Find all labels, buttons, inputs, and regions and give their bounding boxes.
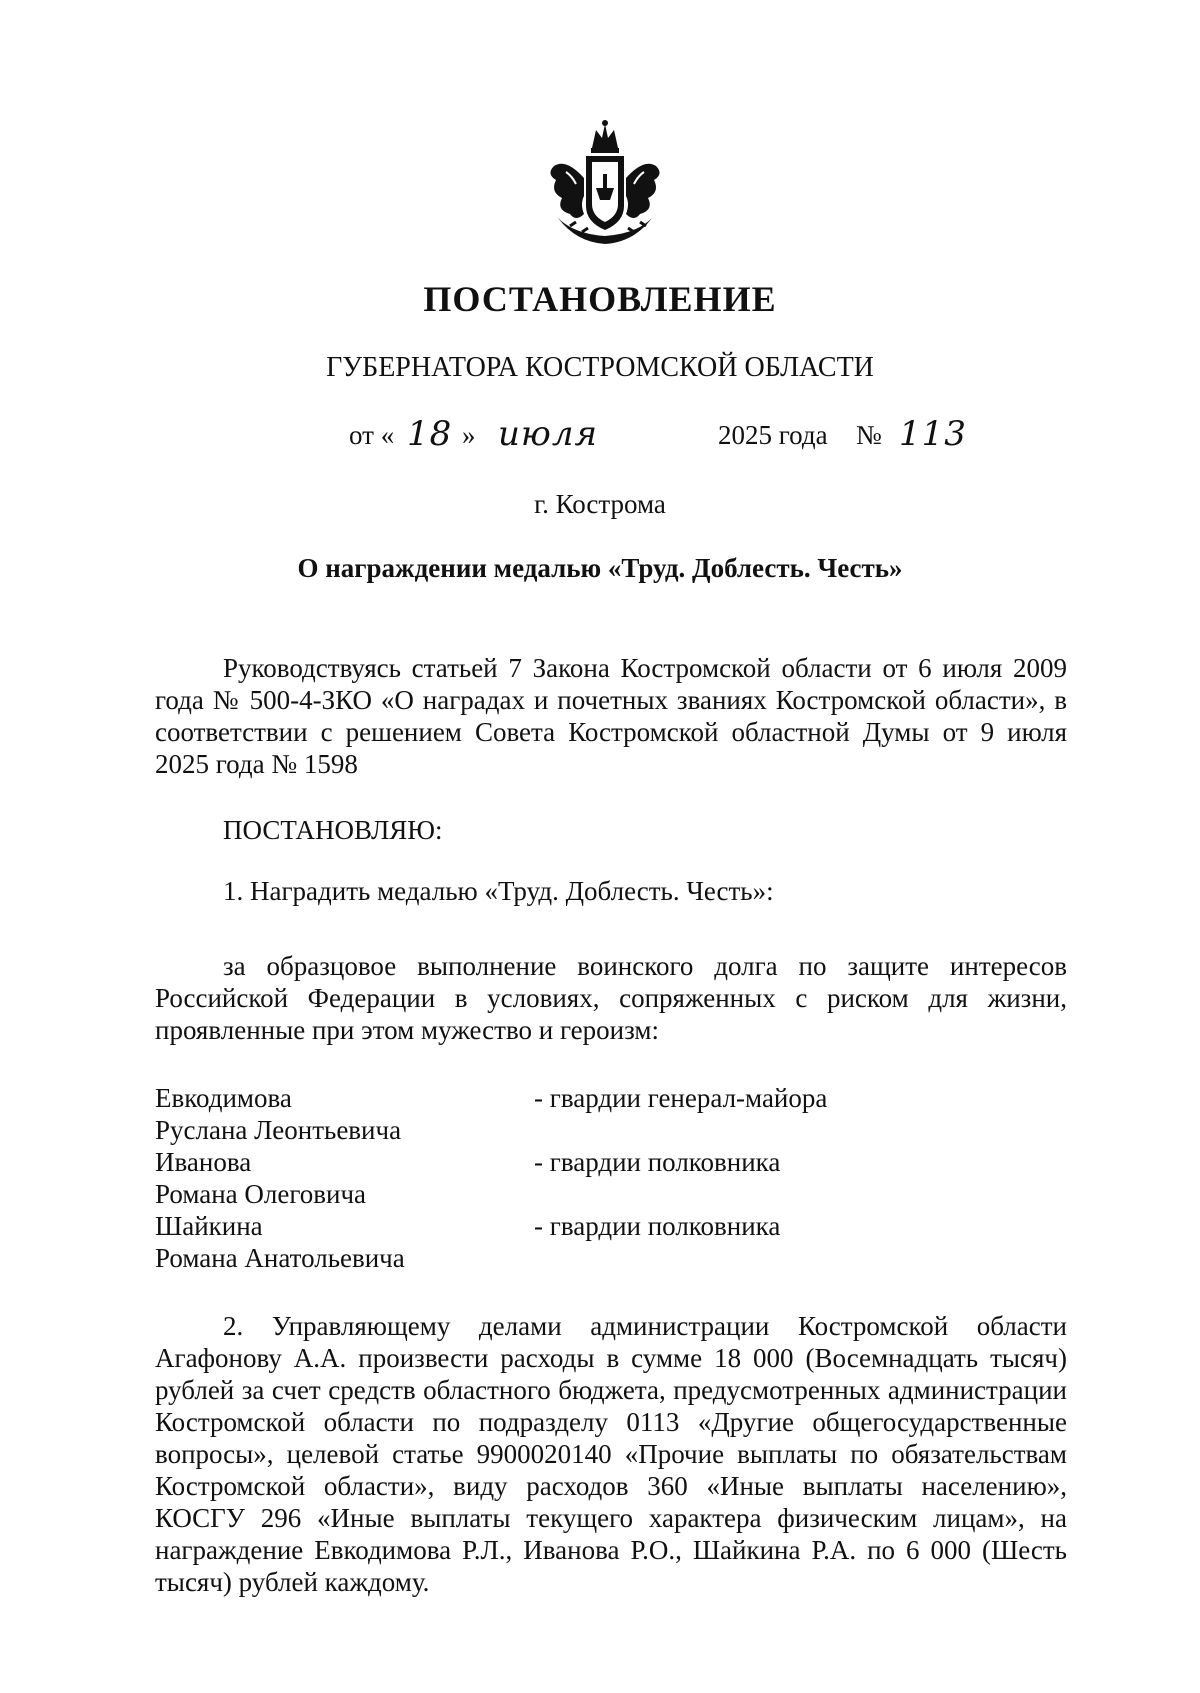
awardee-given-names: Романа Олеговича [155,1179,367,1209]
awardee-surname: Евкодимова [155,1083,292,1113]
date-year: 2025 года [718,420,828,450]
awardee-given-names: Руслана Леонтьевича [155,1115,402,1145]
handwritten-day: 18 [407,414,453,454]
awardee-surname: Иванова [155,1147,252,1177]
awardee-rank: - гвардии полковника [534,1147,781,1177]
coat-of-arms-emblem [536,118,674,248]
number-sign: № [856,420,882,450]
date-prefix: от « [349,420,395,450]
item-1-heading: 1. Наградить медалью «Труд. Доблесть. Честь»: [223,876,774,906]
handwritten-month: июля [498,414,598,454]
awardee-name [155,1210,405,1274]
awardee-name [155,1146,366,1210]
item-2-paragraph: 2. Управляющему делами администрации Костромской области Агафонову А.А. произвести расходы в сумме 18 000 (Восемнадцать тысяч) рублей за счет средств областного бюджета, предусмотренных администрации Костромской области по подразделу 0113 «Другие общегосударственные вопросы», целевой статье 9900020140 «Прочие выплаты по обязательствам Костромской области», виду расходов 360 «Иные выплаты населению», КОСГУ 296 «Иные выплаты текущего характера физическим лицам», на награждение Евкодимова Р.Л., Иванова Р.О., Шайкина Р.А. по 6 000 (Шесть тысяч) рублей каждому. [155,1311,1067,1597]
awardee-row [155,1082,1067,1146]
awardee-row [155,1210,1067,1274]
award-reason-paragraph: за образцовое выполнение воинского долга по защите интересов Российской Федерации в условиях, сопряженных с риском для жизни, проявленные при этом мужество и героизм: [155,951,1067,1045]
awardee-rank: - гвардии генерал-майора [534,1083,828,1113]
date-close-quote: » [462,420,476,450]
preamble-paragraph: Руководствуясь статьей 7 Закона Костромской области от 6 июля 2009 года № 500-4-ЗКО «О наградах и почетных званиях Костромской области», в соответствии с решением Совета Костромской областной Думы от 9 июля 2025 года № 1598 [155,653,1067,779]
city-line: г. Кострома [534,489,666,519]
document-type-heading: ПОСТАНОВЛЕНИЕ [423,279,777,319]
awardee-rank: - гвардии полковника [534,1211,781,1241]
awardee-name [155,1082,401,1146]
issuer-line: ГУБЕРНАТОРА КОСТРОМСКОЙ ОБЛАСТИ [326,352,874,383]
awardee-given-names: Романа Анатольевича [155,1243,405,1273]
decree-word: ПОСТАНОВЛЯЮ: [223,815,443,845]
handwritten-number: 113 [899,414,967,454]
awardee-surname: Шайкина [155,1211,263,1241]
awardee-row [155,1146,1067,1210]
document-title: О награждении медалью «Труд. Доблесть. Честь» [297,553,903,583]
date-number-line [0,414,1200,460]
